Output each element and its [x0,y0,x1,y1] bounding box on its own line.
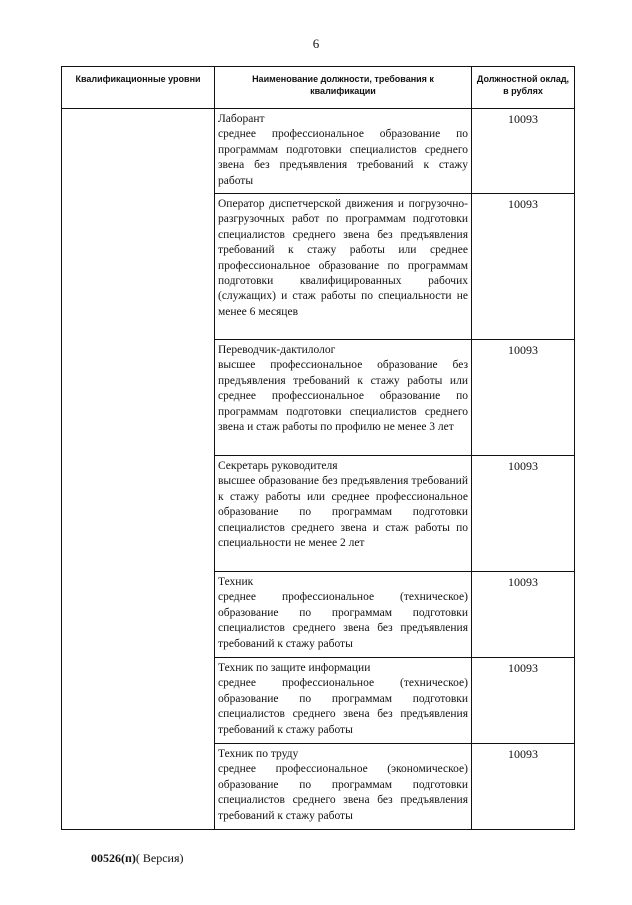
position-requirements: среднее профессиональное (техническое) образование по программам подготовки специалистов среднего звена без предъявления требований к стажу работы [218,677,468,736]
table-header-row [62,67,575,109]
salary-cell: 10093 [472,658,575,744]
position-cell [215,572,472,658]
position-title: Техник по труду [218,748,299,761]
position-requirements: среднее профессиональное (экономическое) образование по программам подготовки специалистов среднего звена без предъявления требований к стажу работы [218,763,468,822]
position-title: Техник [218,576,254,589]
position-requirements: среднее профессиональное образование по программам подготовки специалистов среднего звена без предъявления требований к стажу работы [218,128,468,187]
position-cell [215,658,472,744]
salary-cell: 10093 [472,109,575,194]
position-cell [215,194,472,340]
position-title: Переводчик-дактилолог [218,344,336,357]
levels-cell [62,109,215,830]
document-code [91,851,184,866]
header-salary: Должностной оклад, в рублях [472,67,575,109]
header-position: Наименование должности, требования к квалификации [215,67,472,109]
position-requirements: среднее профессиональное (техническое) образование по программам подготовки специалистов среднего звена без предъявления требований к стажу работы [218,591,468,650]
position-title: Оператор диспетчерской движения и погрузочно-разгрузочных работ [218,198,468,226]
table-row [62,109,575,194]
position-cell [215,340,472,456]
salary-cell: 10093 [472,744,575,830]
position-title-and-requirements [218,197,468,320]
position-title: Лаборант [218,113,265,125]
salary-table [61,66,575,830]
position-requirements: высшее образование без предъявления требований к стажу работы или среднее профессиональное образование по программам подготовки специалистов среднего звена и стаж работы по специальности не менее 2 лет [218,475,468,550]
position-title: Секретарь руководителя [218,460,338,473]
page-number: 6 [312,36,320,51]
position-cell [215,744,472,830]
salary-cell: 10093 [472,340,575,456]
salary-cell: 10093 [472,456,575,572]
position-requirements: по программам подготовки специалистов среднего звена без предъявления требований к стажу работы или среднее профессиональное образование по программам подготовки квалифицированных рабочих (служащих) и стаж работы по специальности не менее 6 месяцев [218,213,468,318]
position-cell [215,456,472,572]
position-cell [215,109,472,194]
position-requirements: высшее профессиональное образование без предъявления требований к стажу работы или среднее профессиональное образование по программам подготовки специалистов среднего звена и стаж работы по профилю не менее 3 лет [218,359,468,434]
salary-cell: 10093 [472,572,575,658]
position-title: Техник по защите информации [218,662,371,675]
header-levels: Квалификационные уровни [62,67,215,109]
document-number: 00526(п) [91,851,136,865]
salary-cell: 10093 [472,194,575,340]
document-version: ( Версия) [135,851,184,865]
